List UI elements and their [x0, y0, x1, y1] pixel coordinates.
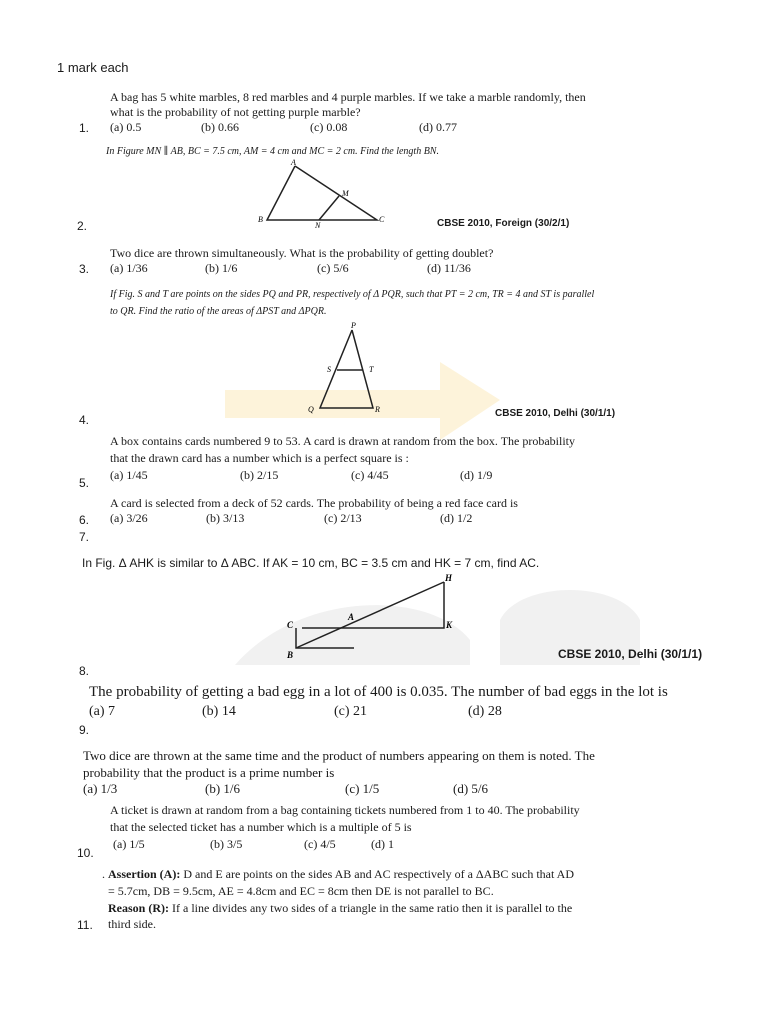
option: (c) 2/13 [324, 511, 362, 525]
option: (d) 0.77 [419, 120, 457, 134]
source-reference: CBSE 2010, Delhi (30/1/1) [495, 408, 616, 419]
question-text: A ticket is drawn at random from a bag containing tickets numbered from 1 to 40. The probability [110, 803, 580, 817]
reason-text: third side. [108, 917, 156, 931]
option: (b) 0.66 [201, 120, 239, 134]
option: (a) 7 [89, 704, 116, 719]
question-number: 10. [77, 846, 94, 860]
option: (b) 3/5 [210, 837, 243, 851]
question-text: The probability of getting a bad egg in a lot of 400 is 0.035. The number of bad eggs in the lot is [89, 684, 668, 700]
option: (c) 0.08 [310, 120, 348, 134]
question-text: In Figure MN ∥ AB, BC = 7.5 cm, AM = 4 cm and MC = 2 cm. Find the length BN. [106, 146, 439, 157]
figure-label: C [379, 215, 385, 224]
figure-label: Q [308, 405, 314, 414]
reason-text: If a line divides any two sides of a triangle in the same ratio then it is parallel to the [169, 901, 573, 915]
assertion: . Assertion (A): D and E are points on the sides AB and AC respectively of a ΔABC such that AD [102, 867, 574, 881]
question-number: 1. [79, 121, 90, 135]
question-text: what is the probability of not getting purple marble? [110, 105, 361, 119]
question-number: 11. [77, 918, 93, 932]
figure-label: A [348, 612, 355, 622]
option: (d) 1 [371, 837, 394, 851]
option: (b) 1/6 [205, 261, 238, 275]
option: (c) 5/6 [317, 261, 349, 275]
question-text: that the drawn card has a number which is a perfect square is : [110, 451, 409, 465]
option: (c) 21 [334, 704, 368, 719]
question-number: 7. [79, 530, 90, 544]
triangle-figure [255, 158, 395, 230]
assertion-text: = 5.7cm, DB = 9.5cm, AE = 4.8cm and EC = 8cm then DE is not parallel to BC. [108, 884, 494, 898]
option: (b) 2/15 [240, 468, 279, 482]
assertion-text: D and E are points on the sides AB and AC respectively of a ΔABC such that AD [180, 867, 574, 881]
question-text: that the selected ticket has a number which is a multiple of 5 is [110, 820, 412, 834]
question-number: 9. [79, 723, 90, 737]
question-number: 4. [79, 413, 90, 427]
question-number: 3. [79, 262, 90, 276]
reason-label: Reason (R): [108, 901, 169, 915]
question-number: 6. [79, 513, 90, 527]
page-header: 1 mark each [57, 60, 129, 75]
figure-label: B [258, 215, 263, 224]
figure-label: P [351, 321, 356, 330]
question-number: 8. [79, 664, 90, 678]
triangle-figure [305, 320, 385, 416]
option: (c) 4/5 [304, 837, 336, 851]
figure-label: R [375, 405, 380, 414]
option: (a) 3/26 [110, 511, 148, 525]
figure-label: H [445, 573, 453, 583]
figure-label: S [327, 365, 331, 374]
option: (d) 1/9 [460, 468, 493, 482]
reason [108, 901, 572, 916]
figure-label: N [315, 221, 321, 230]
source-reference: CBSE 2010, Foreign (30/2/1) [437, 218, 570, 229]
option: (b) 14 [202, 704, 236, 719]
source-reference: CBSE 2010, Delhi (30/1/1) [558, 647, 703, 661]
option: (a) 1/3 [83, 781, 118, 796]
option: (d) 5/6 [453, 781, 489, 796]
option: (b) 3/13 [206, 511, 245, 525]
assertion-label: Assertion (A): [108, 867, 181, 881]
option: (a) 0.5 [110, 120, 142, 134]
question-text: probability that the product is a prime number is [83, 765, 335, 780]
figure-label: M [342, 189, 349, 198]
question-text: A box contains cards numbered 9 to 53. A card is drawn at random from the box. The probability [110, 434, 576, 448]
option: (a) 1/5 [113, 837, 145, 851]
question-number: 2. [77, 219, 88, 233]
option: (b) 1/6 [205, 781, 241, 796]
question-text: Two dice are thrown simultaneously. What is the probability of getting doublet? [110, 246, 494, 260]
figure-label: T [369, 365, 374, 374]
question-text: Two dice are thrown at the same time and the product of numbers appearing on them is noted. The [83, 748, 595, 763]
figure-label: A [291, 158, 296, 167]
option: (a) 1/45 [110, 468, 148, 482]
figure-label: K [446, 620, 453, 630]
option: (c) 4/45 [351, 468, 389, 482]
option: (c) 1/5 [345, 781, 380, 796]
figure-label: C [287, 620, 294, 630]
similar-triangles-figure [282, 570, 462, 662]
question-number: 5. [79, 476, 90, 490]
question-text: to QR. Find the ratio of the areas of ΔPST and ΔPQR. [110, 306, 327, 317]
option: (d) 28 [468, 704, 502, 719]
option: (d) 1/2 [440, 511, 473, 525]
question-text: A bag has 5 white marbles, 8 red marbles and 4 purple marbles. If we take a marble randomly, then [110, 90, 586, 104]
figure-label: B [287, 650, 294, 660]
question-text: In Fig. Δ AHK is similar to Δ ABC. If AK = 10 cm, BC = 3.5 cm and HK = 7 cm, find AC. [82, 556, 540, 570]
option: (a) 1/36 [110, 261, 148, 275]
option: (d) 11/36 [427, 261, 471, 275]
question-text: A card is selected from a deck of 52 cards. The probability of being a red face card is [110, 496, 518, 510]
question-text: If Fig. S and T are points on the sides PQ and PR, respectively of Δ PQR, such that PT = 2 cm, TR = 4 and ST is parallel [110, 289, 595, 300]
